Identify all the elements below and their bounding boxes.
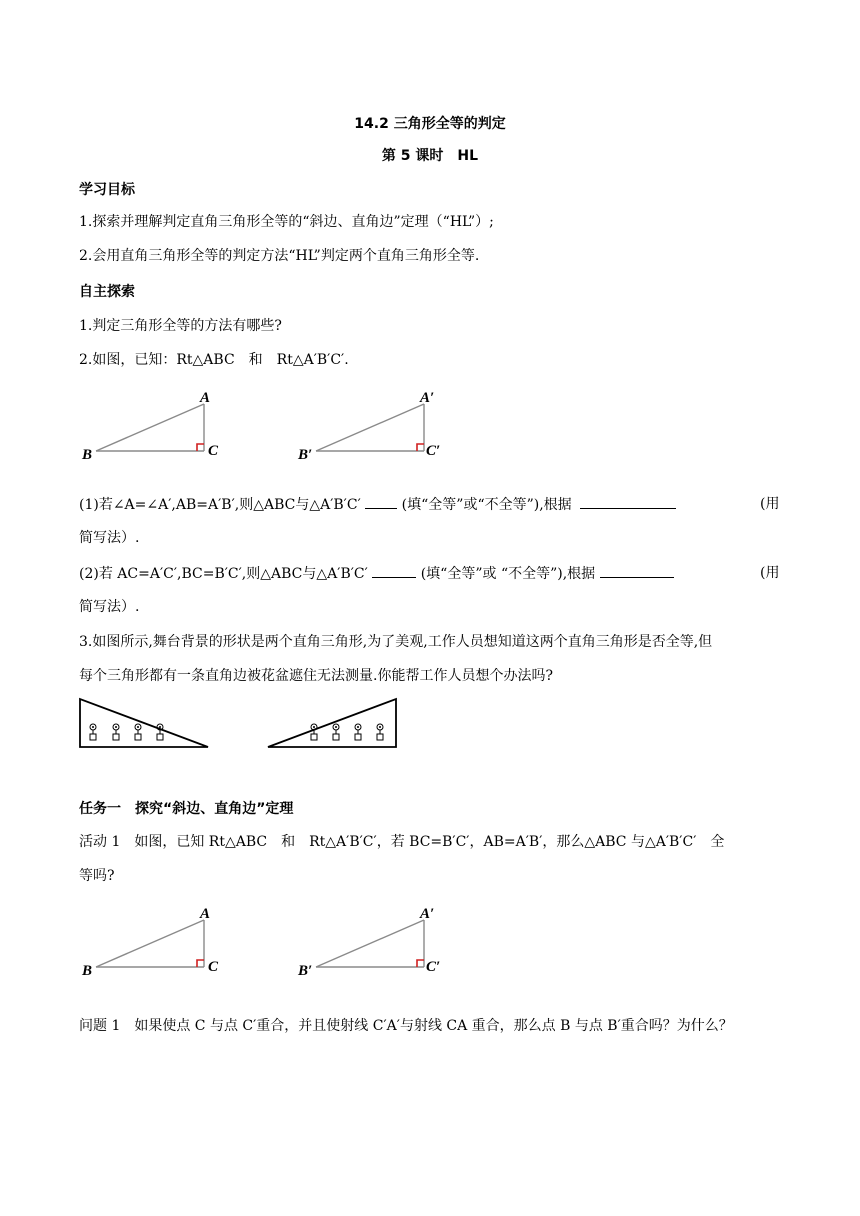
vertex-label-b-prime: B′ — [298, 447, 313, 463]
fill-in-2: (2)若 AC=A′C′,BC=B′C′,则△ABC与△A′B′C′ (填“全等”或 “不全等”),根据 — [79, 563, 674, 584]
vertex-label-b: B — [82, 447, 93, 463]
vertex-label-c: C — [208, 443, 219, 459]
explore-question-3: 3.如图所示,舞台背景的形状是两个直角三角形,为了美观,工作人员想知道这两个直角三角形是否全等,但 — [79, 634, 713, 650]
vertex-label-c-prime: C′ — [426, 443, 441, 459]
activity-1-cont: 等吗? — [79, 868, 115, 884]
vertex-label-c: C — [208, 959, 219, 975]
triangle-a1b1c1-figure-2 — [296, 904, 456, 979]
vertex-label-a: A — [200, 390, 211, 406]
explore-heading: 自主探索 — [79, 284, 135, 300]
question-1: 问题 1 如果使点 C 与点 C′重合，并且使射线 C′A′与射线 CA 重合，那么点 B 与点 B′重合吗？为什么？ — [79, 1018, 733, 1034]
vertex-label-a-prime: A′ — [420, 390, 435, 406]
flower-pot-icon — [135, 724, 141, 740]
fill-in-2-tail: (用 — [760, 565, 780, 581]
stage-triangle-right-figure — [266, 697, 400, 749]
explore-question-2: 2.如图，已知：Rt△ABC 和 Rt△A′B′C′. — [79, 352, 349, 368]
fill-in-1-tail: (用 — [760, 496, 780, 512]
answer-blank[interactable] — [580, 494, 676, 509]
flower-pot-icon — [333, 724, 339, 740]
objective-item: 2.会用直角三角形全等的判定方法“HL”判定两个直角三角形全等. — [79, 248, 480, 264]
vertex-label-b: B — [82, 963, 93, 979]
triangle-abc-figure-2 — [80, 904, 230, 979]
vertex-label-c-prime: C′ — [426, 959, 441, 975]
page-subtitle: 第 5 课时 HL — [381, 148, 479, 164]
objective-item: 1.探索并理解判定直角三角形全等的“斜边、直角边”定理（“HL”）; — [79, 214, 494, 230]
stage-triangle-left-figure — [78, 697, 212, 749]
fill-in-1-cont: 简写法）. — [79, 530, 140, 546]
activity-1: 活动 1 如图，已知 Rt△ABC 和 Rt△A′B′C′，若 BC=B′C′，AB=A′B′，那么△ABC 与△A′B′C′ 全 — [79, 834, 725, 850]
flower-pot-icon — [157, 724, 163, 740]
flower-pot-icon — [355, 724, 361, 740]
flower-pot-icon — [377, 724, 383, 740]
flower-pot-icon — [113, 724, 119, 740]
answer-blank[interactable] — [600, 563, 674, 578]
flower-pot-icon — [311, 724, 317, 740]
vertex-label-a-prime: A′ — [420, 906, 435, 922]
fill-in-1: (1)若∠A=∠A′,AB=A′B′,则△ABC与△A′B′C′ (填“全等”或“不全等”),根据 — [79, 494, 676, 515]
task1-heading: 任务一 探究“斜边、直角边”定理 — [79, 801, 294, 817]
answer-blank[interactable] — [372, 563, 416, 578]
explore-question-3-cont: 每个三角形都有一条直角边被花盆遮住无法测量.你能帮工作人员想个办法吗? — [79, 668, 553, 684]
page-title: 14.2 三角形全等的判定 — [354, 116, 506, 132]
triangle-abc-figure — [80, 388, 230, 463]
objectives-heading: 学习目标 — [79, 182, 135, 198]
vertex-label-a: A — [200, 906, 211, 922]
fill-in-2-cont: 简写法）. — [79, 599, 140, 615]
answer-blank[interactable] — [365, 494, 397, 509]
vertex-label-b-prime: B′ — [298, 963, 313, 979]
triangle-a1b1c1-figure — [296, 388, 456, 463]
flower-pot-icon — [90, 724, 96, 740]
explore-question-1: 1.判定三角形全等的方法有哪些? — [79, 318, 282, 334]
